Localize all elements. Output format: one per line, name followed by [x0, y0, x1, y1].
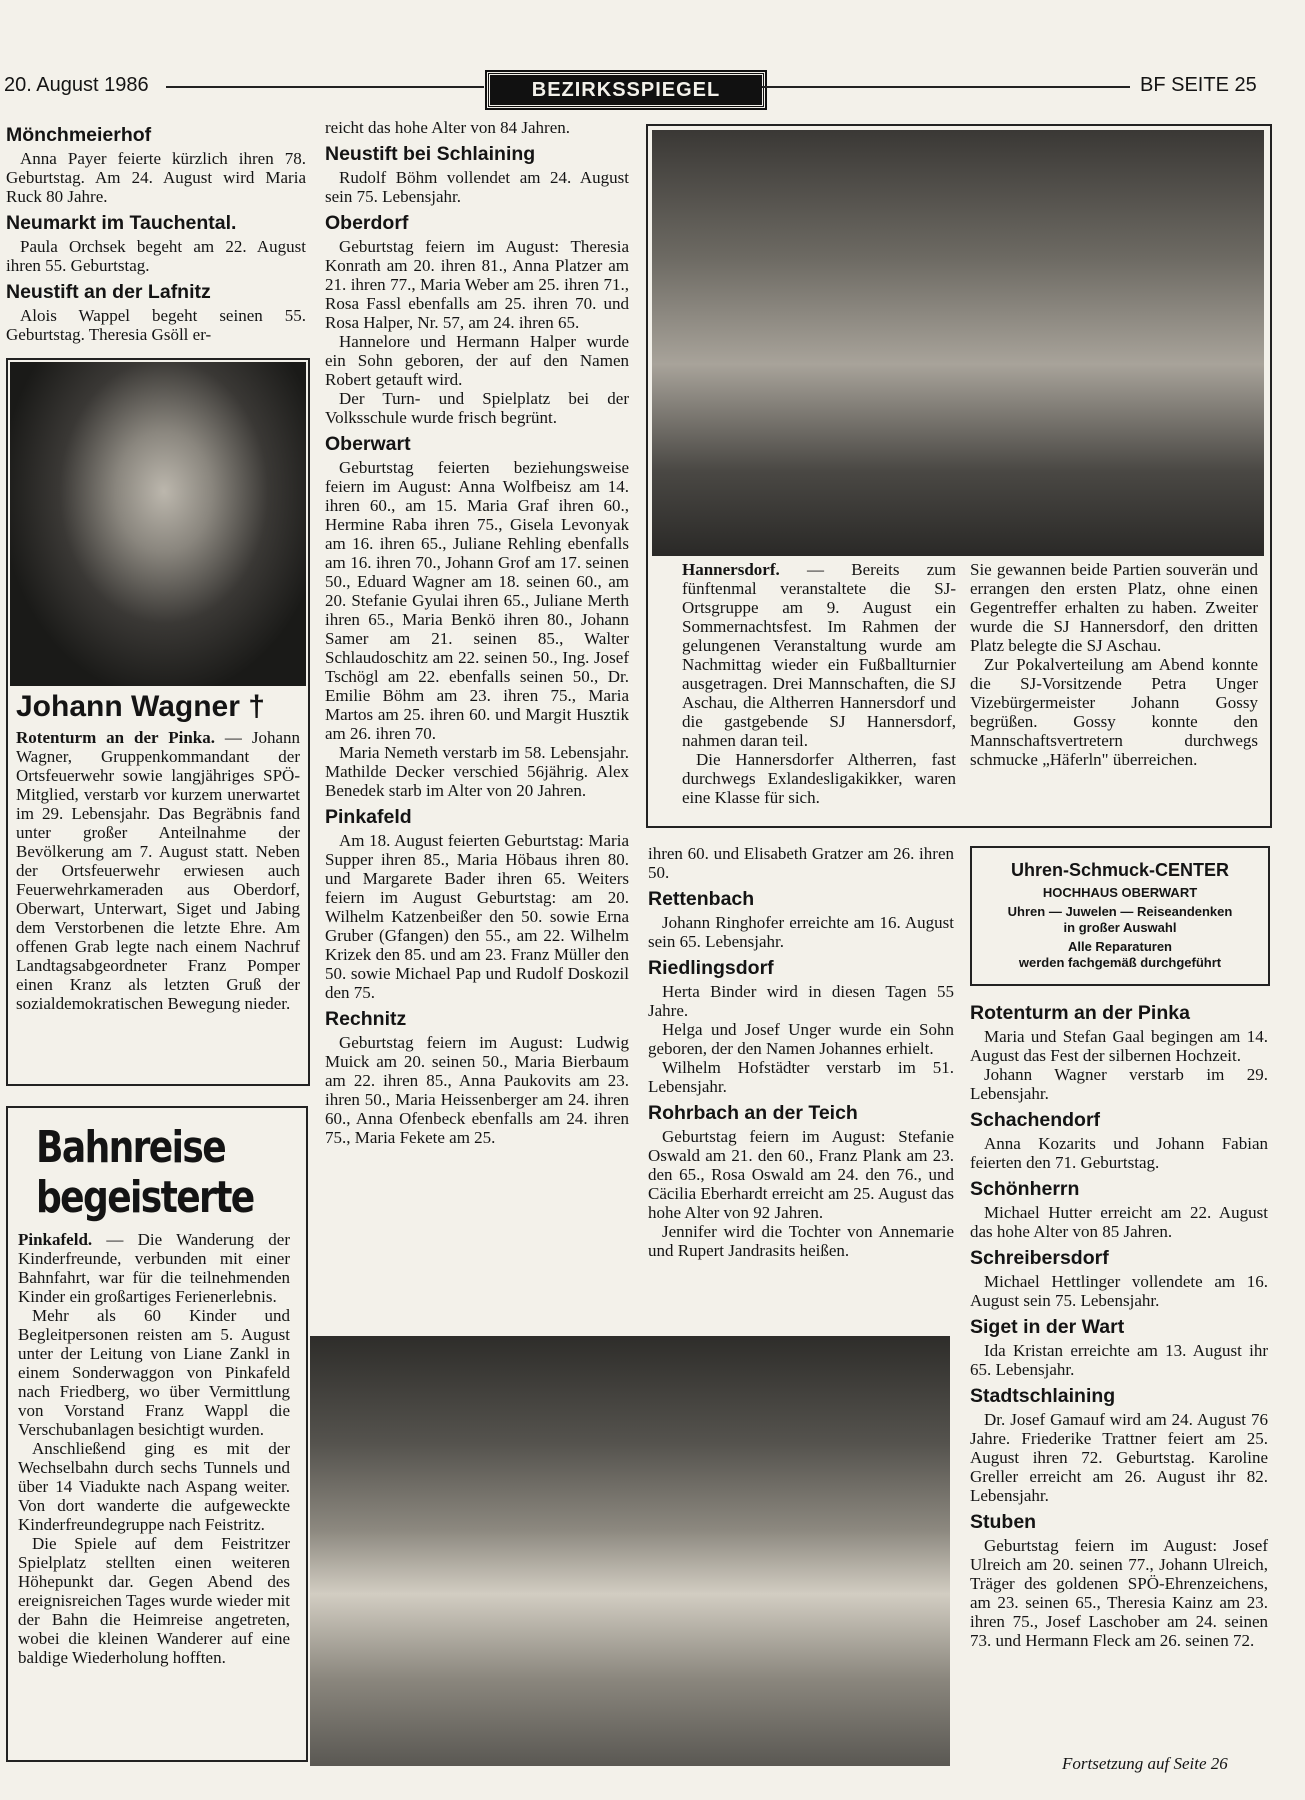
column-1-top	[6, 118, 306, 344]
ad-service: werden fachgemäß durchgeführt	[1018, 955, 1222, 970]
section-title: BEZIRKSSPIEGEL	[531, 79, 721, 101]
section-heading: Neustift an der Lafnitz	[6, 281, 211, 303]
section-heading: Oberdorf	[325, 212, 409, 234]
bahnreise-headline-2: begeisterte	[36, 1172, 254, 1223]
ad-products: Uhren — Juwelen — Reiseandenken	[1007, 904, 1233, 919]
section-heading: Oberwart	[325, 433, 411, 455]
section-heading: Rohrbach an der Teich	[648, 1102, 858, 1124]
paragraph: Johann Ringhofer erreichte am 16. August sein 65. Lebensjahr.	[648, 913, 954, 951]
portrait-photo	[10, 362, 306, 686]
column-2	[325, 118, 629, 1147]
ad-repairs: Alle Reparaturen	[1067, 939, 1173, 954]
bahnreise-place: Pinkafeld.	[18, 1230, 93, 1249]
column-4	[970, 996, 1268, 1650]
obituary-name: Johann Wagner †	[16, 690, 265, 723]
paragraph: Wilhelm Hofstädter verstarb im 51. Lebensjahr.	[648, 1058, 954, 1096]
section-heading: Neumarkt im Tauchental.	[6, 212, 237, 234]
section-heading: Mönchmeierhof	[6, 124, 152, 146]
paragraph: Anschließend ging es mit der Wechselbahn durch sechs Tunnels und über 14 Viadukte nach Aspang weiter. Von dort wanderte die aufgeweckte Kinderfreundegruppe nach Feistritz.	[18, 1439, 290, 1534]
section-heading: Pinkafeld	[325, 806, 412, 828]
children-group-photo	[310, 1336, 950, 1766]
trophy-photo	[652, 130, 1264, 556]
paragraph: Helga und Josef Unger wurde ein Sohn geboren, der den Namen Johannes erhielt.	[648, 1020, 954, 1058]
paragraph: Michael Hutter erreicht am 22. August das hohe Alter von 85 Jahren.	[970, 1203, 1268, 1241]
header-rule-right	[762, 86, 1130, 88]
page-number: BF SEITE 25	[1140, 74, 1257, 96]
section-heading: Schönherrn	[970, 1178, 1080, 1200]
paragraph: Maria und Stefan Gaal begingen am 14. August das Fest der silbernen Hochzeit.	[970, 1027, 1268, 1065]
paragraph: Maria Nemeth verstarb im 58. Lebensjahr. Mathilde Decker verschied 56jährig. Alex Benedek starb im Alter von 20 Jahren.	[325, 743, 629, 800]
uhren-ad	[970, 846, 1270, 986]
ad-location: HOCHHAUS OBERWART	[1042, 885, 1198, 900]
obituary-text: — Johann Wagner, Gruppenkommandant der Ortsfeuerwehr sowie langjähriges SPÖ-Mitglied, verstarb vor kurzem unerwartet im 29. Lebensjahr. Das Begräbnis fand unter großer Anteilnahme der Bevölkerung am 7. August statt. Neben der Ortsfeuerwehr erwiesen auch Feuerwehrkameraden aus Oberdorf, Oberwart, Unterwart, Siget und Jabing dem Verstorbenen die letzte Ehre. Am offenen Grab legte nach einem Nachruf Landtagsabgeordneter Franz Pomper einen Kranz als letzten Gruß der sozialdemokratischen Bewegung nieder.	[16, 728, 300, 1013]
paragraph: Hannelore und Hermann Halper wurde ein Sohn geboren, der auf den Namen Robert getauft wird.	[325, 332, 629, 389]
section-heading: Neustift bei Schlaining	[325, 143, 536, 165]
section-banner	[487, 72, 765, 108]
paragraph: Geburtstag feiern im August: Ludwig Muick am 20. seinen 50., Maria Bierbaum am 22. ihren 85., Anna Paukovits am 23. ihren 50., Maria Heissenberger am 24. ihren 60., Anna Ofenbeck ebenfalls am 24. ihren 75., Maria Fekete am 25.	[325, 1033, 629, 1147]
section-heading: Rotenturm an der Pinka	[970, 1002, 1190, 1024]
section-heading: Rettenbach	[648, 888, 755, 910]
paragraph: Am 18. August feierten Geburtstag: Maria Supper ihren 85., Maria Höbaus ihren 80. und Margarete Bader ihren 65. Weiters feiern im August Geburtstag: am 20. Wilhelm Katzenbeißer den 50. sowie Erna Gruber (Gfangen) den 55., am 22. Wilhelm Krizek den 85. und am 23. Franz Müller den 50. sowie Michael Pap und Rudolf Doskozil den 75.	[325, 831, 629, 1002]
paragraph	[682, 560, 956, 750]
paragraph: reicht das hohe Alter von 84 Jahren.	[325, 118, 571, 137]
paragraph: Sie gewannen beide Partien souverän und errangen den ersten Platz, ohne einen Gegentreffer erhalten zu haben. Zweiter wurde die SJ Hannersdorf, den dritten Platz belegte die SJ Aschau.	[970, 560, 1258, 655]
section-heading: Riedlingsdorf	[648, 957, 774, 979]
paragraph: Der Turn- und Spielplatz bei der Volksschule wurde frisch begrünt.	[325, 389, 629, 427]
paragraph: Mehr als 60 Kinder und Begleitpersonen reisten am 5. August unter der Leitung von Liane Zankl in einem Sonderwaggon von Pinkafeld nach Friedberg, wo über Vermittlung von Vorstand Franz Wappl die Verschubanlagen besichtigt wurden.	[18, 1306, 290, 1439]
paragraph	[18, 1230, 290, 1306]
section-heading: Siget in der Wart	[970, 1316, 1125, 1338]
obituary-box	[6, 358, 310, 1086]
paragraph: Herta Binder wird in diesen Tagen 55 Jahre.	[648, 982, 954, 1020]
ad-title: Uhren-Schmuck-CENTER	[1010, 860, 1230, 880]
paragraph: Anna Kozarits und Johann Fabian feierten den 71. Geburtstag.	[970, 1134, 1268, 1172]
paragraph: Paula Orchsek begeht am 22. August ihren 55. Geburtstag.	[6, 237, 306, 275]
bahnreise-lead-text: — Die Wanderung der Kinderfreunde, verbunden mit einer Bahnfahrt, war für die teilnehmenden Kinder ein großartiges Ferienerlebnis.	[18, 1230, 290, 1306]
paragraph: ihren 60. und Elisabeth Gratzer am 26. ihren 50.	[648, 844, 954, 882]
paragraph: Jennifer wird die Tochter von Annemarie und Rupert Jandrasits heißen.	[648, 1222, 954, 1260]
hannersdorf-lead-text: — Bereits zum fünftenmal veranstaltete die SJ-Ortsgruppe am 9. August ein Sommernachtsfest. Im Rahmen der gelungenen Veranstaltung wurde am Nachmittag wieder ein Fußballturnier ausgetragen. Drei Mannschaften, die SJ Aschau, die Altherren Hannersdorf und die gastgebende SJ Hannersdorf, nahmen daran teil.	[682, 560, 956, 750]
column-3	[648, 844, 954, 1260]
bahnreise-box	[6, 1106, 308, 1762]
continued-note: Fortsetzung auf Seite 26	[1062, 1754, 1228, 1773]
paragraph: Geburtstag feiern im August: Josef Ulreich am 20. seinen 77., Johann Ulreich, Träger des goldenen SPÖ-Ehrenzeichens, am 23. seinen 65., Theresia Kainz am 23. ihren 75., Josef Laschober am 24. seinen 73. und Hermann Fleck am 26. seinen 72.	[970, 1536, 1268, 1650]
paragraph: Geburtstag feierten beziehungsweise feiern im August: Anna Wolfbeisz am 14. ihren 60., am 15. Maria Graf ihren 60., Hermine Raba ihren 75., Gisela Levonyak am 16. ihren 65., Juliane Rehling ebenfalls am 16. ihren 70., Johann Grof am 17. seinen 50., Eduard Wagner am 18. seinen 60., am 20. Stefanie Gyulai ihren 65., Juliane Merth ihren 65., Maria Benkö ihren 80., Johann Samer am 21. seinen 85., Walter Schlaudoschitz am 22. seinen 50., Ing. Josef Tschögl am 22. ebenfalls seinen 50., Dr. Emilie Böhm am 23. ihren 75., Maria Martos am 25. ihren 60. und Margit Husztik am 26. ihren 70.	[325, 458, 629, 743]
section-heading: Stadtschlaining	[970, 1385, 1116, 1407]
section-heading: Stuben	[970, 1511, 1037, 1533]
section-heading: Schreibersdorf	[970, 1247, 1109, 1269]
hannersdorf-left	[682, 560, 956, 807]
paragraph: Anna Payer feierte kürzlich ihren 78. Geburtstag. Am 24. August wird Maria Ruck 80 Jahre.	[6, 149, 306, 206]
hannersdorf-place: Hannersdorf.	[682, 560, 780, 579]
bahnreise-text	[18, 1230, 290, 1667]
paragraph: Ida Kristan erreichte am 13. August ihr 65. Lebensjahr.	[970, 1341, 1268, 1379]
hannersdorf-box	[646, 124, 1272, 828]
paragraph: Rudolf Böhm vollendet am 24. August sein 75. Lebensjahr.	[325, 168, 629, 206]
paragraph: Alois Wappel begeht seinen 55. Geburtstag. Theresia Gsöll er-	[6, 306, 306, 344]
header-rule-left	[166, 86, 484, 88]
bahnreise-headline-1: Bahnreise	[36, 1122, 226, 1173]
section-heading: Rechnitz	[325, 1008, 407, 1030]
issue-date: 20. August 1986	[4, 74, 149, 96]
paragraph: Zur Pokalverteilung am Abend konnte die SJ-Vorsitzende Petra Unger Vizebürgermeister Johann Gossy begrüßen. Gossy konnte den Mannschaftsvertretern durchwegs schmucke „Häferln" überreichen.	[970, 655, 1258, 769]
paragraph: Dr. Josef Gamauf wird am 24. August 76 Jahre. Friederike Trattner feiert am 25. August ihren 72. Geburtstag. Karoline Greller erreicht am 26. August ihr 82. Lebensjahr.	[970, 1410, 1268, 1505]
paragraph: Die Hannersdorfer Altherren, fast durchwegs Exlandesligakikker, waren eine Klasse für sich.	[682, 750, 956, 807]
paragraph: Geburtstag feiern im August: Stefanie Oswald am 21. den 60., Franz Plank am 23. den 65., Rosa Oswald am 24. den 76., und Cäcilia Eberhardt erreicht am 25. August das hohe Alter von 92 Jahren.	[648, 1127, 954, 1222]
paragraph: Michael Hettlinger vollendete am 16. August sein 75. Lebensjahr.	[970, 1272, 1268, 1310]
section-heading: Schachendorf	[970, 1109, 1101, 1131]
paragraph: Die Spiele auf dem Feistritzer Spielplatz stellten einen weiteren Höhepunkt dar. Gegen Abend des ereignisreichen Tages wurde wieder mit der Bahn die Heimreise angetreten, wobei die kleinen Wanderer auf eine baldige Wiederholung hofften.	[18, 1534, 290, 1667]
paragraph: Geburtstag feiern im August: Theresia Konrath am 20. ihren 81., Anna Platzer am 21. ihren 77., Maria Weber am 25. ihren 71., Rosa Fassl ebenfalls am 25. ihren 70. und Rosa Halper, Nr. 57, am 24. ihren 65.	[325, 237, 629, 332]
paragraph: Johann Wagner verstarb im 29. Lebensjahr.	[970, 1065, 1268, 1103]
hannersdorf-right	[970, 560, 1258, 769]
ad-selection: in großer Auswahl	[1063, 920, 1177, 935]
obituary-place: Rotenturm an der Pinka.	[16, 728, 215, 747]
